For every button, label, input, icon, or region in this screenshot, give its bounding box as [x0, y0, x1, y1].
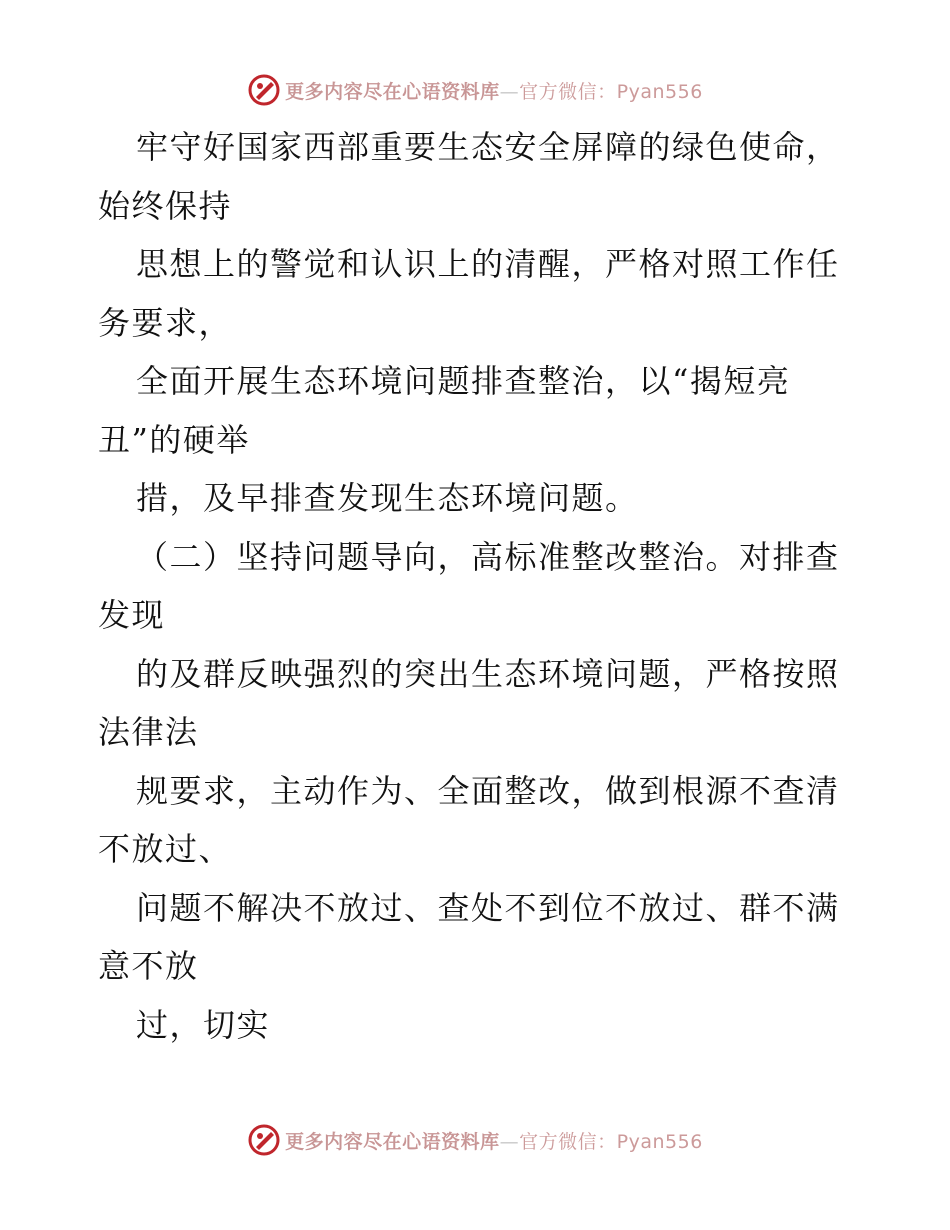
text-line: 发现: [98, 596, 166, 634]
text-line: （二）坚持问题导向，高标准整改整治。对排查: [136, 537, 840, 576]
text-line: 丑”的硬举: [98, 420, 250, 459]
logo-icon: [247, 1123, 281, 1157]
document-body: [98, 118, 858, 1054]
text-line: 牢守好国家西部重要生态安全屏障的绿色使命，: [136, 128, 840, 166]
text-line: 规要求，主动作为、全面整改，做到根源不查清: [136, 771, 840, 810]
logo-icon: [247, 73, 281, 107]
text-line: 的及群反映强烈的突出生态环境问题，严格按照: [136, 654, 840, 693]
text-line: 务要求，: [98, 303, 233, 342]
text-line: 思想上的警觉和认识上的清醒，严格对照工作任: [136, 245, 840, 283]
text-line: 全面开展生态环境问题排查整治，以“揭短亮: [136, 362, 791, 400]
text-line: 问题不解决不放过、查处不到位不放过、群不满: [136, 888, 840, 927]
text-line: 不放过、: [98, 830, 233, 868]
footer-banner-text: 更多内容尽在心语资料库—官方微信：Pyan556: [285, 1130, 703, 1153]
text-line: 过，切实: [136, 1005, 271, 1044]
text-line: 措，及早排查发现生态环境问题。: [136, 479, 639, 517]
header-banner-text: 更多内容尽在心语资料库—官方微信：Pyan556: [285, 80, 703, 103]
text-line: 意不放: [98, 947, 199, 985]
footer-banner: [0, 1120, 950, 1160]
text-line: 始终保持: [98, 186, 233, 225]
header-banner: [0, 70, 950, 110]
text-line: 法律法: [98, 713, 199, 751]
